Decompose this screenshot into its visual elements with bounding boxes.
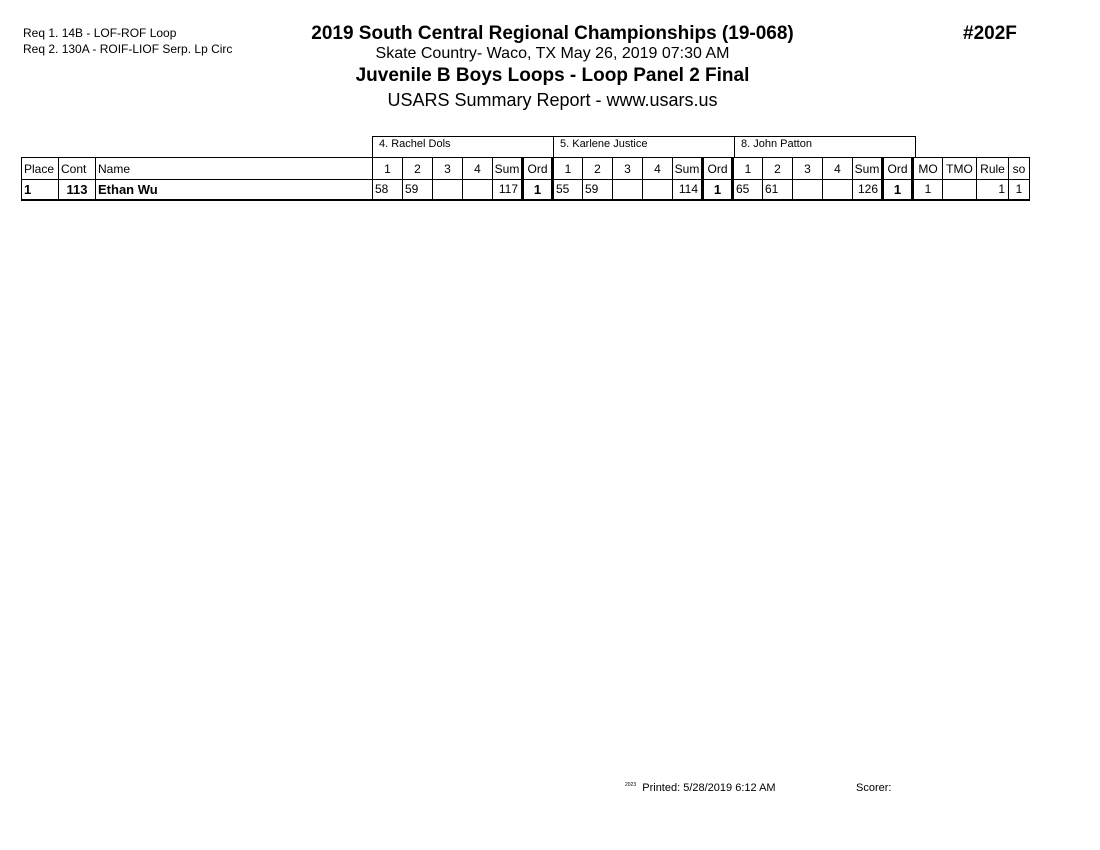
j2-score-3 [613,180,643,201]
j2-sum: 114 [673,180,703,201]
event-title: Juvenile B Boys Loops - Loop Panel 2 Final [355,65,750,86]
header-row [22,158,1030,180]
col-j1-ord: Ord [523,158,553,180]
j3-score-2: 61 [763,180,793,201]
col-mo: MO [913,158,943,180]
col-j3-ord: Ord [883,158,913,180]
requirement-2: Req 2. 130A - ROIF-LIOF Serp. Lp Circ [23,42,233,56]
scorer-label: Scorer: [856,782,892,794]
col-j2-s3: 3 [613,158,643,180]
col-j3-s1: 1 [733,158,763,180]
col-j2-sum: Sum [673,158,703,180]
rule-cell: 1 [977,180,1009,201]
location-date: Skate Country- Waco, TX May 26, 2019 07:30 AM [375,45,730,62]
j1-score-2: 59 [403,180,433,201]
judge-header-1: 4. Rachel Dols [372,136,554,157]
j1-score-3 [433,180,463,201]
j2-score-2: 59 [583,180,613,201]
j3-score-3 [793,180,823,201]
tmo-cell [943,180,977,201]
col-j1-s1: 1 [373,158,403,180]
results-table [21,157,1030,201]
j3-sum: 126 [853,180,883,201]
table-row [22,180,1030,201]
col-j3-s3: 3 [793,158,823,180]
cont-cell: 113 [59,180,96,201]
col-j3-s4: 4 [823,158,853,180]
col-j2-s4: 4 [643,158,673,180]
j1-sum: 117 [493,180,523,201]
col-j2-s2: 2 [583,158,613,180]
so-cell: 1 [1009,180,1030,201]
skater-name: Ethan Wu [96,180,373,201]
col-name: Name [96,158,373,180]
j2-score-4 [643,180,673,201]
col-j1-s2: 2 [403,158,433,180]
col-j3-sum: Sum [853,158,883,180]
j3-score-4 [823,180,853,201]
col-tmo: TMO [943,158,977,180]
col-cont: Cont [59,158,96,180]
col-j1-s3: 3 [433,158,463,180]
col-place: Place [22,158,59,180]
j2-ord: 1 [703,180,733,201]
col-j2-ord: Ord [703,158,733,180]
report-title: USARS Summary Report - www.usars.us [387,90,718,110]
judge-header-3: 8. John Patton [734,136,916,157]
mo-cell: 1 [913,180,943,201]
col-j2-s1: 1 [553,158,583,180]
place-cell: 1 [22,180,59,201]
competition-title: 2019 South Central Regional Championships (19-068) [311,23,794,44]
j1-ord: 1 [523,180,553,201]
event-number: #202F [963,23,1017,44]
requirement-1: Req 1. 14B - LOF-ROF Loop [23,26,177,40]
col-rule: Rule [977,158,1009,180]
j2-score-1: 55 [553,180,583,201]
printed-timestamp: Printed: 5/28/2019 6:12 AM [642,782,776,794]
col-j1-s4: 4 [463,158,493,180]
j3-ord: 1 [883,180,913,201]
col-j3-s2: 2 [763,158,793,180]
software-code: 2023 [625,782,637,788]
col-so: so [1009,158,1030,180]
j1-score-4 [463,180,493,201]
print-info [625,782,776,794]
judge-header-2: 5. Karlene Justice [553,136,735,157]
col-j1-sum: Sum [493,158,523,180]
j1-score-1: 58 [373,180,403,201]
j3-score-1: 65 [733,180,763,201]
